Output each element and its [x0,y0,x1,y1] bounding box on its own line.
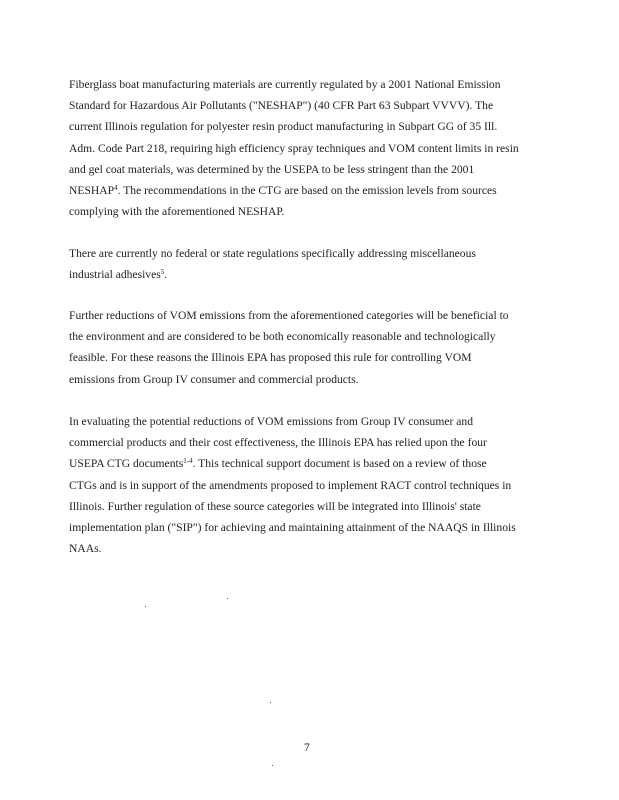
text-line [69,95,569,116]
line-text: Further reductions of VOM emissions from the aforementioned categories will be beneficial to [69,309,509,322]
line-text: Standard for Hazardous Air Pollutants ("NESHAP") (40 CFR Part 63 Subpart VVVV). The [69,99,494,113]
line-text: CTGs and is in support of the amendments proposed to implement RACT control techniques in [69,478,512,492]
text-line [69,475,569,496]
footnote-reference: 5 [160,268,165,277]
line-text: Illinois. Further regulation of these source categories will be integrated into Illinois' state [69,499,481,513]
scan-speck [227,598,228,599]
text-line [69,432,569,453]
line-text: NESHAP [69,183,115,197]
paragraph-boat-manufacturing [69,74,569,222]
text-line [69,538,569,559]
line-text: Fiberglass boat manufacturing materials are currently regulated by a 2001 National Emission [69,78,501,91]
footnote-reference: 4 [114,183,118,192]
text-line [69,180,569,201]
line-text: industrial adhesives [69,268,161,282]
text-line [69,347,569,368]
line-text: implementation plan ("SIP") for achieving and maintaining attainment of the NAAQS in Illinois [69,520,516,534]
text-line [69,243,569,264]
line-text-continued: . The recommendations in the CTG are based on the emission levels from sources [117,183,497,197]
text-line [69,496,569,517]
line-text: Adm. Code Part 218, requiring high efficiency spray techniques and VOM content limits in resin [69,141,519,155]
footnote-reference: 1-4 [183,457,193,466]
line-text-continued: . [164,268,168,282]
text-line [69,517,569,538]
line-text: and gel coat materials, was determined by the USEPA to be less stringent than the 2001 [69,162,475,176]
line-text: feasible. For these reasons the Illinois EPA has proposed this rule for controlling VOM [69,351,472,365]
text-line [69,201,569,222]
text-line [69,411,569,432]
line-text: USEPA CTG documents [69,457,184,471]
text-line [69,74,569,95]
line-text: There are currently no federal or state regulations specifically addressing miscellaneous [69,247,476,260]
text-line [69,138,569,159]
line-text-continued: . This technical support document is based on a review of those [192,457,487,471]
line-text: the environment and are considered to be both economically reasonable and technologically [69,330,496,344]
line-text: commercial products and their cost effectiveness, the Illinois EPA has relied upon the four [69,436,487,450]
scan-speck [270,702,271,703]
paragraph-further-reductions [69,305,569,390]
text-line [69,326,569,347]
text-line [69,116,569,137]
page-number: 7 [304,741,310,754]
scan-speck [272,765,273,766]
text-line [69,305,569,326]
text-line [69,369,569,390]
line-text: NAAs. [69,542,102,556]
line-text: emissions from Group IV consumer and commercial products. [69,372,359,386]
text-line [69,159,569,180]
paragraph-evaluation [69,411,569,559]
paragraph-industrial-adhesives [69,243,569,285]
line-text: complying with the aforementioned NESHAP. [69,205,285,219]
text-line [69,453,569,474]
text-line [69,264,569,285]
scan-speck [145,606,146,607]
line-text: current Illinois regulation for polyester resin product manufacturing in Subpart GG of 35 Ill. [69,120,498,134]
line-text: In evaluating the potential reductions of VOM emissions from Group IV consumer and [69,415,473,428]
